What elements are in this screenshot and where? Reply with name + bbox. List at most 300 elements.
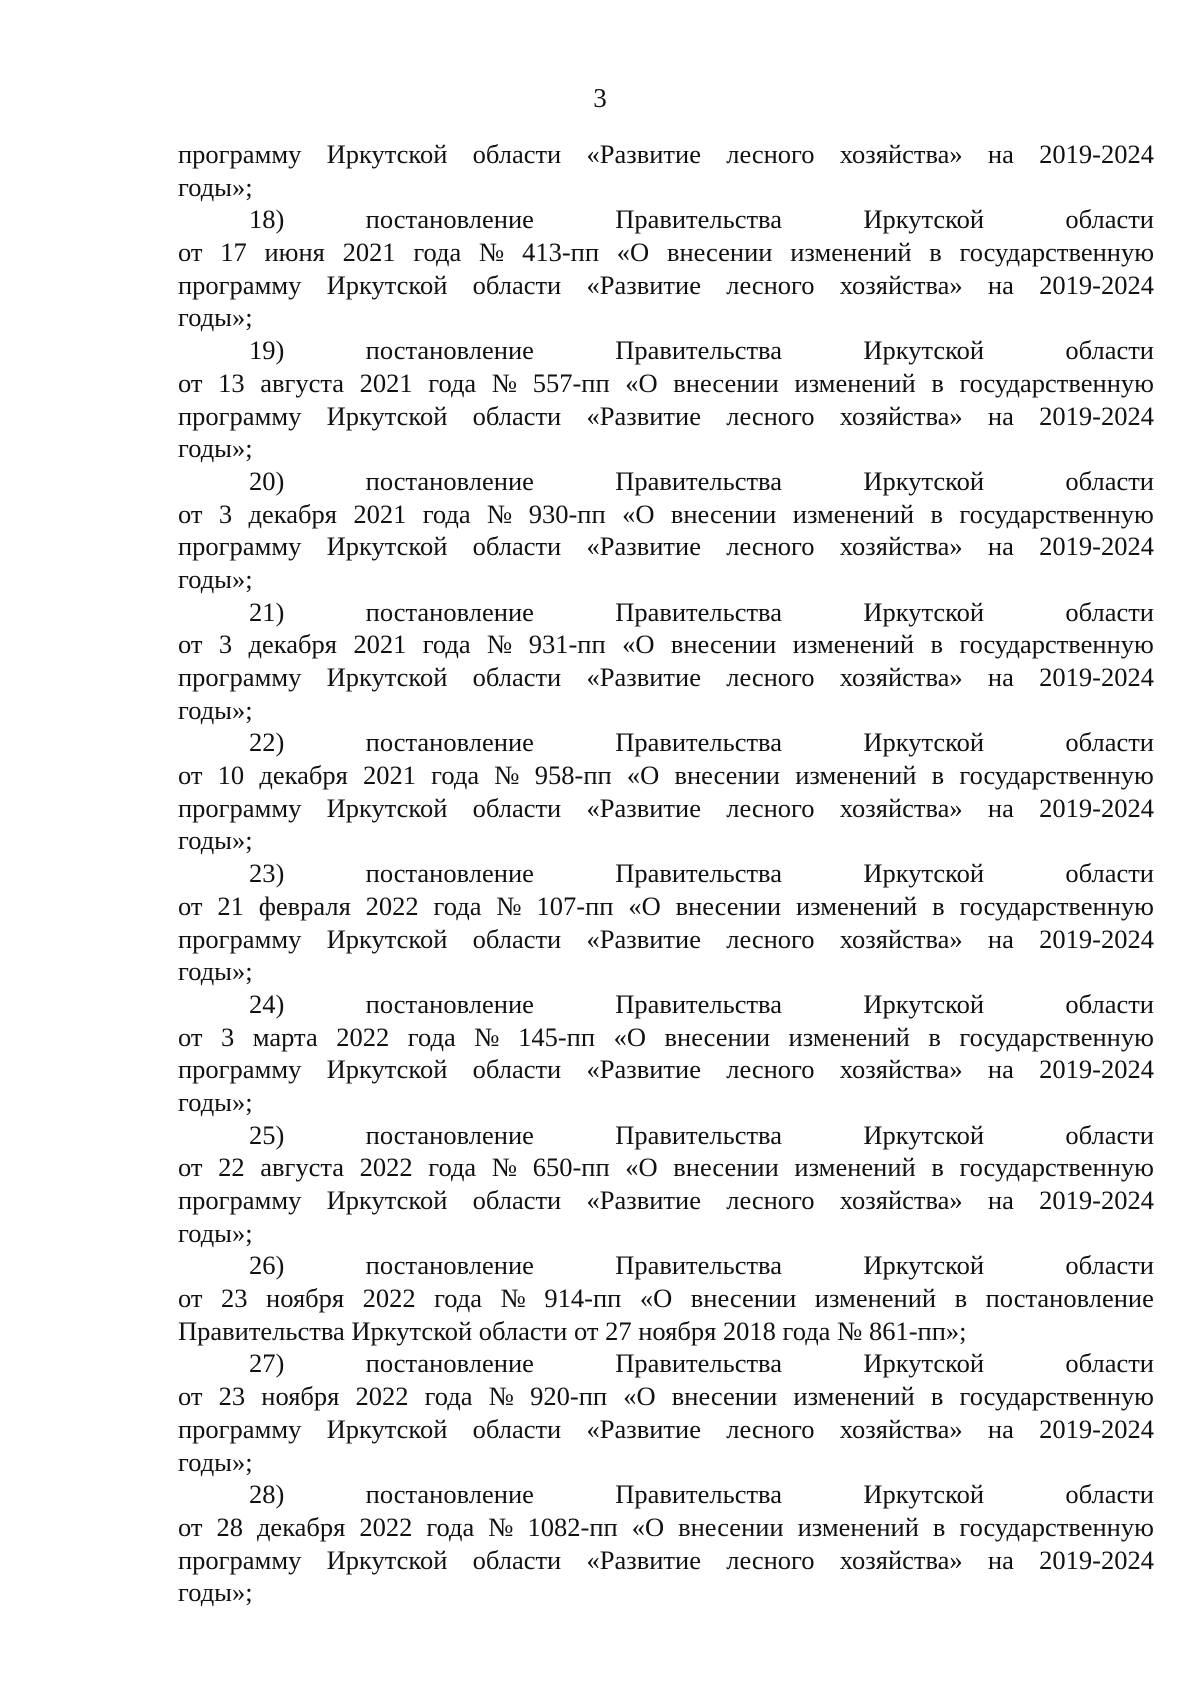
item-first-line	[178, 1119, 1154, 1152]
word: года	[434, 1283, 483, 1314]
word: Иркутской	[326, 662, 448, 692]
list-item	[178, 726, 1154, 857]
word: 2019-2024	[1039, 1413, 1154, 1444]
word: Иркутской	[326, 1054, 448, 1085]
word: лесного	[726, 1544, 815, 1575]
word: хозяйства»	[839, 1544, 963, 1575]
word: 2019-2024	[1039, 400, 1154, 431]
word: 13	[218, 367, 245, 398]
word: на	[987, 1544, 1014, 1575]
word: на	[987, 1185, 1014, 1215]
word: на	[987, 923, 1014, 954]
word: постановление	[365, 1250, 534, 1281]
word: внесении	[674, 760, 780, 791]
word: лесного	[726, 269, 815, 300]
word: лесного	[726, 531, 815, 562]
word: области	[1065, 858, 1154, 889]
word: 2022	[365, 890, 419, 921]
word: постановление	[365, 465, 534, 496]
word: области	[472, 139, 562, 169]
word: в	[928, 1021, 941, 1052]
word: в	[931, 367, 944, 398]
word: области	[1065, 1479, 1154, 1510]
word: области	[472, 662, 562, 692]
word: года	[431, 760, 480, 791]
item-first-line	[178, 203, 1154, 236]
text-line	[178, 367, 1154, 400]
word: 2019-2024	[1039, 1054, 1154, 1085]
text-line	[178, 759, 1154, 792]
word: программу	[178, 1413, 302, 1444]
list-item	[178, 1119, 1154, 1250]
word: программу	[178, 662, 302, 692]
word: Правительства	[615, 988, 782, 1019]
list-item	[178, 334, 1154, 465]
word: в	[931, 760, 945, 791]
word: от	[178, 1283, 203, 1314]
word: лесного	[726, 1413, 815, 1444]
word: программу	[178, 923, 302, 954]
word: года	[422, 629, 471, 660]
word: хозяйства»	[839, 531, 963, 562]
text-line	[178, 792, 1154, 825]
word: 2019-2024	[1039, 792, 1154, 823]
word: от	[178, 237, 203, 268]
list-item	[178, 465, 1154, 596]
word: государственную	[959, 1152, 1154, 1183]
word: 650-пп	[532, 1152, 610, 1183]
word: области	[472, 531, 562, 562]
word: государственную	[959, 890, 1154, 921]
word: в	[932, 890, 945, 921]
word: изменений	[793, 1381, 915, 1412]
word: области	[472, 269, 562, 300]
text-line: годы»;	[178, 563, 253, 594]
text-line	[178, 628, 1154, 661]
text-line	[178, 1380, 1154, 1413]
word: постановление	[365, 988, 534, 1019]
text-line	[178, 1413, 1154, 1446]
word: области	[1065, 465, 1154, 496]
word: №	[488, 1381, 514, 1412]
word: в	[932, 1511, 946, 1542]
word: Правительства	[615, 858, 782, 889]
text-line: годы»;	[178, 1217, 253, 1248]
text-line: Правительства Иркутской области от 27 ноября 2018 года № 861-пп»;	[178, 1315, 967, 1346]
word: области	[472, 923, 562, 954]
text-line	[178, 890, 1154, 923]
word: Иркутской	[326, 531, 448, 562]
word: Правительства	[615, 1119, 782, 1150]
word: от	[178, 760, 203, 791]
word: Иркутской	[326, 269, 448, 300]
word: в	[930, 498, 943, 529]
list-item	[178, 1478, 1154, 1609]
item-first-line	[178, 1347, 1154, 1380]
text-line	[178, 1184, 1154, 1217]
word: года	[413, 237, 462, 268]
word: «Развитие	[586, 1544, 701, 1575]
word: области	[1065, 596, 1154, 627]
word: 2021	[359, 367, 413, 398]
word: декабря	[248, 498, 337, 529]
word: в	[930, 1381, 944, 1412]
word: постановление	[365, 204, 534, 235]
word: области	[1065, 1348, 1154, 1379]
word: марта	[252, 1021, 318, 1052]
word: внесении	[673, 367, 779, 398]
word: Иркутской	[326, 1544, 448, 1575]
text-line	[178, 236, 1154, 269]
word: Иркутской	[326, 1185, 448, 1215]
word: внесении	[671, 1381, 778, 1412]
word: ноября	[261, 1381, 340, 1412]
word: на	[987, 139, 1014, 169]
item-number: 18)	[249, 204, 285, 235]
word: лесного	[726, 662, 815, 692]
list-item	[178, 1249, 1154, 1347]
text-line	[178, 1151, 1154, 1184]
word: «О	[626, 760, 660, 791]
text-line	[178, 269, 1154, 302]
word: «Развитие	[586, 139, 701, 169]
word: Иркутской	[326, 923, 448, 954]
word: декабря	[259, 760, 348, 791]
word: на	[987, 1054, 1014, 1085]
word: на	[987, 1413, 1014, 1444]
text-line	[178, 400, 1154, 433]
word: постановление	[365, 596, 534, 627]
word: года	[428, 1152, 477, 1183]
word: изменений	[795, 760, 917, 791]
word: постановление	[985, 1283, 1154, 1314]
word: хозяйства»	[839, 792, 963, 823]
word: 914-пп	[544, 1283, 622, 1314]
word: хозяйства»	[839, 1054, 963, 1085]
word: Иркутской	[863, 1250, 985, 1281]
word: декабря	[256, 1511, 346, 1542]
word: «О	[631, 1511, 665, 1542]
word: «Развитие	[586, 923, 701, 954]
word: Иркутской	[326, 792, 448, 823]
word: хозяйства»	[839, 923, 963, 954]
word: «О	[623, 1381, 656, 1412]
word: хозяйства»	[839, 662, 963, 692]
word: 2021	[353, 498, 407, 529]
word: изменений	[797, 1511, 919, 1542]
text-line: годы»;	[178, 1446, 253, 1477]
word: программу	[178, 1544, 302, 1575]
text-line: годы»;	[178, 956, 253, 987]
text-line: годы»;	[178, 1577, 253, 1608]
word: государственную	[959, 1381, 1154, 1412]
word: №	[479, 237, 505, 268]
text-line	[178, 1053, 1154, 1086]
word: 2019-2024	[1039, 923, 1154, 954]
word: на	[987, 400, 1014, 431]
word: Правительства	[615, 1479, 782, 1510]
word: хозяйства»	[839, 1413, 963, 1444]
word: 10	[217, 760, 245, 791]
word: области	[1065, 335, 1154, 366]
text-line: годы»;	[178, 825, 253, 856]
word: изменений	[792, 498, 915, 529]
word: февраля	[258, 890, 351, 921]
word: от	[178, 629, 203, 660]
word: изменений	[790, 237, 912, 268]
word: 3	[218, 629, 233, 660]
word: изменений	[788, 1021, 910, 1052]
word: Иркутской	[863, 596, 985, 627]
text-line: годы»;	[178, 302, 253, 333]
word: Иркутской	[326, 139, 448, 169]
word: 2019-2024	[1039, 1185, 1154, 1215]
word: 2022	[359, 1511, 413, 1542]
item-first-line	[178, 465, 1154, 498]
word: государственную	[959, 367, 1154, 398]
word: лесного	[726, 923, 815, 954]
list-items	[178, 203, 1154, 1609]
word: 1082-пп	[527, 1511, 618, 1542]
word: на	[987, 662, 1014, 692]
word: 3	[218, 498, 233, 529]
word: государственную	[959, 629, 1154, 660]
word: постановление	[365, 1348, 534, 1379]
word: от	[178, 367, 203, 398]
text-line: годы»;	[178, 1086, 253, 1117]
item-number: 24)	[249, 988, 285, 1019]
word: «О	[613, 1021, 646, 1052]
word: «Развитие	[586, 269, 701, 300]
word: «О	[625, 1152, 658, 1183]
word: 2021	[353, 629, 407, 660]
item-first-line	[178, 334, 1154, 367]
item-first-line	[178, 726, 1154, 759]
word: №	[500, 1283, 526, 1314]
word: в	[929, 237, 942, 268]
word: 958-пп	[534, 760, 612, 791]
word: от	[178, 890, 203, 921]
word: программу	[178, 1054, 302, 1085]
word: Иркутской	[326, 1413, 448, 1444]
lead-in-paragraph	[178, 138, 1154, 203]
word: «Развитие	[586, 400, 701, 431]
word: Правительства	[615, 1348, 782, 1379]
text-line	[178, 498, 1154, 531]
word: от	[178, 1152, 203, 1183]
word: внесении	[670, 629, 777, 660]
word: внесении	[673, 1152, 779, 1183]
word: хозяйства»	[839, 139, 963, 169]
text-line	[178, 661, 1154, 694]
word: 2022	[362, 1283, 416, 1314]
word: №	[494, 760, 520, 791]
word: «О	[628, 890, 661, 921]
word: программу	[178, 269, 302, 300]
word: области	[472, 1413, 562, 1444]
word: Правительства	[615, 335, 782, 366]
item-number: 25)	[249, 1119, 285, 1150]
word: изменений	[792, 629, 915, 660]
word: №	[474, 1021, 500, 1052]
word: «Развитие	[586, 792, 701, 823]
word: №	[488, 1511, 514, 1542]
text-line	[178, 923, 1154, 956]
word: в	[931, 1152, 944, 1183]
word: в	[954, 1283, 968, 1314]
word: Правительства	[615, 204, 782, 235]
word: государственную	[959, 498, 1154, 529]
word: декабря	[248, 629, 337, 660]
word: в	[930, 629, 943, 660]
word: 23	[218, 1381, 246, 1412]
item-number: 23)	[249, 858, 285, 889]
word: года	[428, 367, 477, 398]
word: 17	[220, 237, 247, 268]
word: Иркутской	[863, 727, 985, 758]
word: государственную	[959, 1021, 1154, 1052]
word: «О	[639, 1283, 673, 1314]
word: «О	[622, 629, 655, 660]
word: хозяйства»	[839, 400, 963, 431]
word: лесного	[726, 792, 815, 823]
word: «Развитие	[586, 1413, 701, 1444]
text-line	[178, 1511, 1154, 1544]
word: августа	[260, 367, 345, 398]
word: программу	[178, 400, 302, 431]
word: программу	[178, 1185, 302, 1215]
word: лесного	[726, 1185, 815, 1215]
word: года	[407, 1021, 456, 1052]
word: «Развитие	[586, 531, 701, 562]
word: на	[987, 792, 1014, 823]
item-number: 22)	[249, 727, 285, 758]
word: 413-пп	[522, 237, 600, 268]
word: года	[422, 498, 471, 529]
word: внесении	[670, 498, 777, 529]
word: государственную	[959, 237, 1154, 268]
word: области	[1065, 1250, 1154, 1281]
word: области	[472, 1544, 562, 1575]
list-item	[178, 596, 1154, 727]
word: от	[178, 1381, 203, 1412]
word: постановление	[365, 858, 534, 889]
word: постановление	[365, 1119, 534, 1150]
word: области	[1065, 988, 1154, 1019]
word: области	[1065, 1119, 1154, 1150]
word: «Развитие	[586, 1185, 701, 1215]
item-number: 21)	[249, 596, 285, 627]
word: изменений	[794, 1152, 916, 1183]
word: «О	[625, 367, 658, 398]
word: №	[487, 498, 513, 529]
text-line: годы»;	[178, 694, 253, 725]
word: Правительства	[615, 1250, 782, 1281]
word: Иркутской	[863, 335, 985, 366]
text-line	[178, 138, 1154, 171]
item-first-line	[178, 596, 1154, 629]
word: Иркутской	[863, 1479, 985, 1510]
item-number: 27)	[249, 1348, 285, 1379]
word: года	[424, 1381, 473, 1412]
word: Иркутской	[863, 858, 985, 889]
word: Правительства	[615, 727, 782, 758]
word: Иркутской	[326, 400, 448, 431]
word: Иркутской	[863, 1119, 985, 1150]
word: программу	[178, 531, 302, 562]
word: 930-пп	[528, 498, 606, 529]
word: года	[433, 890, 482, 921]
word: Иркутской	[863, 988, 985, 1019]
word: №	[496, 890, 522, 921]
word: лесного	[726, 1054, 815, 1085]
word: 2019-2024	[1039, 269, 1154, 300]
text-line	[178, 1544, 1154, 1577]
word: внесении	[675, 890, 782, 921]
item-number: 26)	[249, 1250, 285, 1281]
word: постановление	[365, 1479, 534, 1510]
word: на	[987, 531, 1014, 562]
page-number: 3	[593, 83, 607, 113]
word: Иркутской	[863, 465, 985, 496]
word: области	[472, 400, 562, 431]
word: от	[178, 498, 203, 529]
word: внесении	[678, 1511, 784, 1542]
word: «О	[616, 237, 650, 268]
item-number: 19)	[249, 335, 285, 366]
word: июня	[264, 237, 325, 268]
word: постановление	[365, 335, 534, 366]
word: ноября	[266, 1283, 345, 1314]
word: Правительства	[615, 596, 782, 627]
word: государственную	[959, 760, 1154, 791]
item-first-line	[178, 857, 1154, 890]
word: постановление	[365, 727, 534, 758]
word: 2019-2024	[1039, 531, 1154, 562]
word: программу	[178, 792, 302, 823]
word: хозяйства»	[839, 269, 963, 300]
word: 3	[221, 1021, 235, 1052]
list-item	[178, 988, 1154, 1119]
word: 28	[216, 1511, 243, 1542]
word: 2022	[336, 1021, 390, 1052]
word: 2021	[362, 760, 416, 791]
word: «О	[622, 498, 655, 529]
word: «Развитие	[586, 1054, 701, 1085]
list-item	[178, 203, 1154, 334]
word: 2022	[355, 1381, 409, 1412]
word: внесении	[690, 1283, 797, 1314]
word: 21	[217, 890, 244, 921]
word: 920-пп	[530, 1381, 608, 1412]
text-line	[178, 1021, 1154, 1054]
word: изменений	[814, 1283, 937, 1314]
word: области	[1065, 727, 1154, 758]
word: 557-пп	[532, 367, 610, 398]
word: 107-пп	[536, 890, 614, 921]
word: на	[987, 269, 1014, 300]
word: хозяйства»	[839, 1185, 963, 1215]
word: №	[487, 629, 513, 660]
word: 2022	[359, 1152, 413, 1183]
item-first-line	[178, 1249, 1154, 1282]
word: 2019-2024	[1039, 1544, 1154, 1575]
word: изменений	[795, 890, 918, 921]
word: года	[426, 1511, 475, 1542]
word: 145-пп	[518, 1021, 596, 1052]
word: 22	[218, 1152, 245, 1183]
item-number: 20)	[249, 465, 285, 496]
